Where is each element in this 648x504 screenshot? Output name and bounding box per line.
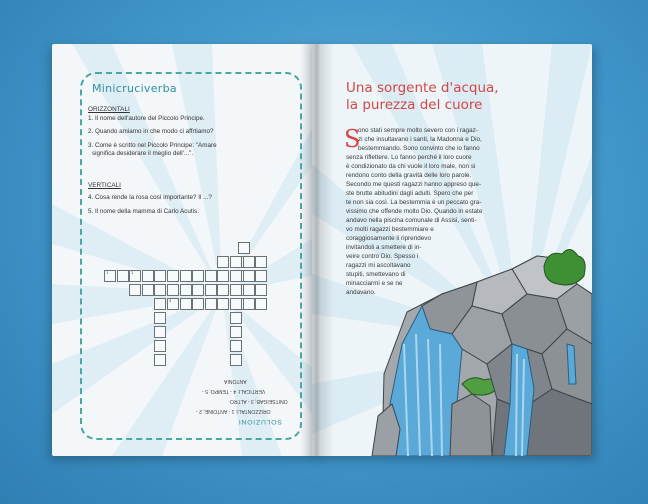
crossword-cell[interactable] (243, 256, 255, 268)
clue-2: 2. Quando amiamo in che modo ci affrtiamo? (88, 128, 214, 135)
crossword-cell[interactable] (230, 284, 242, 296)
article-body-line: ste brutte abitudini dagli adulti. Spero che per (346, 190, 474, 197)
crossword-cell[interactable] (205, 270, 217, 282)
book-spine-shadow (300, 44, 334, 456)
crossword-number: 1 (106, 271, 109, 275)
article-body-line: vo molti ragazzi bestemmiare e (346, 226, 434, 233)
article-body-line: rendono conto della gravità delle loro parole. (346, 172, 472, 179)
crossword-cell[interactable] (117, 270, 129, 282)
crossword-cell[interactable] (255, 256, 267, 268)
crossword-cell[interactable] (217, 256, 229, 268)
article-body-line: andavano. (346, 289, 376, 296)
crossword-cell[interactable] (255, 298, 267, 310)
crossword-cell[interactable] (230, 340, 242, 352)
crossword-cell[interactable] (255, 284, 267, 296)
crossword-cell[interactable] (230, 326, 242, 338)
crossword-cell[interactable] (238, 242, 250, 254)
crossword-cell[interactable] (167, 270, 179, 282)
right-page (312, 44, 592, 456)
clue-5: 5. Il nome della mamma di Carlo Acutis. (88, 208, 199, 215)
clue-3-cont: significa desiderare il meglio dell'...". (92, 150, 194, 157)
crossword-cell[interactable] (243, 284, 255, 296)
crossword-cell[interactable] (192, 284, 204, 296)
article-body-line: bestemmiando. Sono convinto che lo fanno (358, 145, 480, 152)
crossword-cell[interactable] (167, 298, 179, 310)
crossword-cell[interactable] (217, 270, 229, 282)
article-title-line-1: Una sorgente d'acqua, (346, 80, 499, 96)
left-page (52, 44, 320, 456)
crossword-cell[interactable] (205, 284, 217, 296)
crossword-cell[interactable] (104, 270, 116, 282)
clue-4: 4. Cosa rende la rosa così importante? Il ...? (88, 194, 212, 201)
clue-3: 3. Come è scritto nel Piccolo Principe: "Amare (88, 142, 217, 149)
article-body-line: coraggiosamente li riprendevo (346, 235, 431, 242)
solutions-line-4: ANTONIA (224, 378, 247, 384)
crossword-number: 2 (131, 271, 134, 275)
crossword-cell[interactable] (154, 354, 166, 366)
vertical-heading: VERTICALI (88, 182, 121, 189)
crossword-cell[interactable] (255, 270, 267, 282)
crossword-cell[interactable] (129, 284, 141, 296)
crossword-cell[interactable] (142, 270, 154, 282)
crossword-cell[interactable] (243, 298, 255, 310)
article-body-line: senza riflettere. Lo fanno perché il loro cuore (346, 154, 472, 161)
solutions-line-2: ONITSEIGAB; 3 - ALTRO (230, 398, 288, 404)
crossword-cell[interactable] (243, 270, 255, 282)
drop-cap: S (344, 125, 361, 153)
crossword-cell[interactable] (192, 298, 204, 310)
crossword-cell[interactable] (192, 270, 204, 282)
article-body-line: è condizionato da chi vuole il loro male, non si (346, 163, 476, 170)
crossword-cell[interactable] (230, 270, 242, 282)
article-body-line: stupiti, smettevano di (346, 271, 406, 278)
solutions-line-3: VERTICALI: 4 - TEMPO; 5 - (202, 388, 266, 394)
crossword-cell[interactable] (180, 270, 192, 282)
crossword-cell[interactable] (154, 270, 166, 282)
crossword-cell[interactable] (230, 256, 242, 268)
article-body-line: Secondo me questi ragazzi hanno appreso que- (346, 181, 482, 188)
solutions-heading: SOLUZIONI (238, 418, 282, 425)
crossword-cell[interactable] (217, 284, 229, 296)
crossword-cell[interactable] (217, 298, 229, 310)
crossword-cell[interactable] (230, 312, 242, 324)
crossword-cell[interactable] (154, 340, 166, 352)
crossword-cell[interactable] (154, 284, 166, 296)
crossword-cell[interactable] (230, 354, 242, 366)
crossword-cell[interactable] (180, 284, 192, 296)
crossword-cell[interactable] (167, 284, 179, 296)
article-body-line: minacciarmi e se ne (346, 280, 403, 287)
article-body-line: ragazzi mi ascoltavano (346, 262, 411, 269)
crossword-number: 3 (169, 299, 172, 303)
crossword-cell[interactable] (180, 298, 192, 310)
article-body-line: vissimo che offende molto Dio. Quando in estate (346, 208, 483, 215)
article-body-line: te non sia così. La bestemmia è un peccato gra- (346, 199, 482, 206)
crossword-cell[interactable] (142, 284, 154, 296)
article-body-line: andavo nella piscina comunale di Assisi, senti- (346, 217, 477, 224)
waterfall-illustration (312, 44, 592, 456)
solutions-line-1: ORIZZONTALI: 1 - ANTOINE; 2 - (196, 408, 271, 414)
clue-1: 1. Il nome dell'autore del Piccolo Principe. (88, 115, 205, 122)
crossword-cell[interactable] (129, 270, 141, 282)
crossword-cell[interactable] (154, 312, 166, 324)
crossword-cell[interactable] (230, 298, 242, 310)
article-body-line: zi che insultavano i santi, la Madonna e Dio, (358, 136, 482, 143)
crossword-cell[interactable] (154, 298, 166, 310)
article-body-line: invitandoli a smettere di in- (346, 244, 422, 251)
horizontal-heading: ORIZZONTALI (88, 106, 130, 113)
article-body-line: veire contro Dio. Spesso i (346, 253, 419, 260)
article-title-line-2: la purezza del cuore (346, 97, 483, 113)
crossword-title: Minicruciverba (92, 82, 177, 95)
crossword-cell[interactable] (154, 326, 166, 338)
crossword-cell[interactable] (205, 298, 217, 310)
article-body-line: ono stati sempre molto severo con i ragaz- (358, 127, 478, 134)
